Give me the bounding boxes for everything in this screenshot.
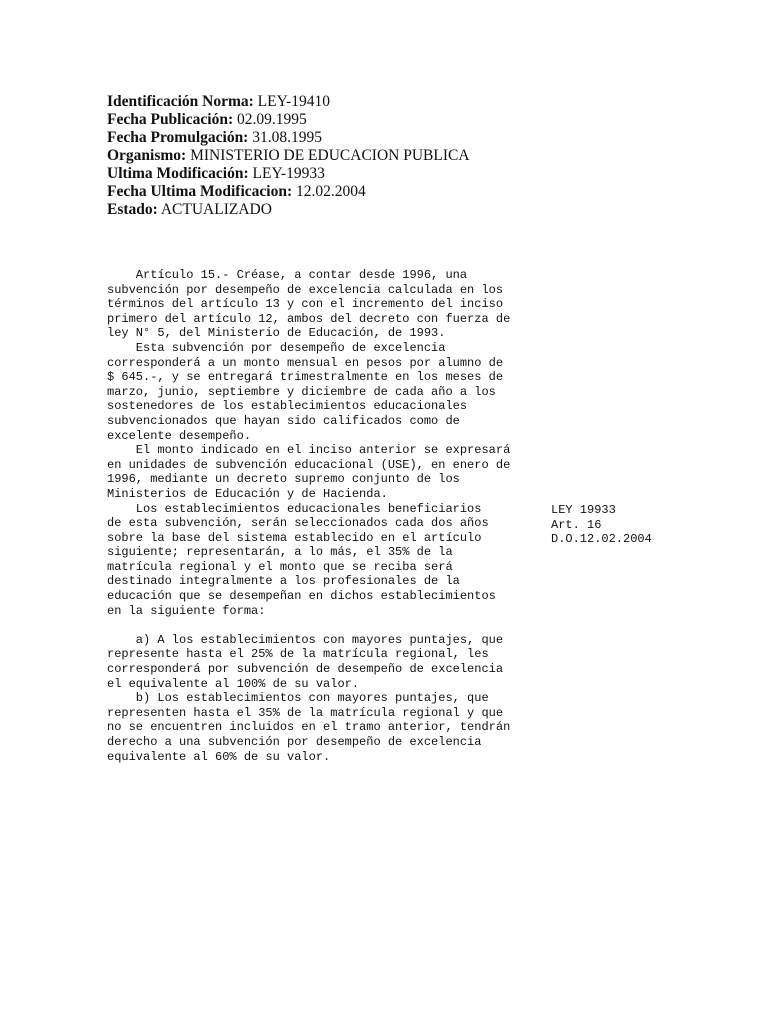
meta-fecha-ultima-modificacion (107, 183, 470, 201)
article-line: derecho a una subvención por desempeño de excelencia (107, 735, 482, 749)
modification-margin-note (551, 503, 652, 547)
article-15-text (107, 268, 510, 764)
article-line: subvencionados que hayan sido calificados como de (107, 413, 460, 428)
article-line: en la siguiente forma: (107, 603, 266, 618)
article-line: b) Los establecimientos con mayores puntajes, que (107, 691, 489, 706)
article-line: de esta subvención, serán seleccionados cada dos años (107, 516, 489, 531)
meta-organismo (107, 147, 470, 165)
article-line: a) A los establecimientos con mayores puntajes, que (107, 632, 504, 647)
meta-identificacion (107, 93, 470, 111)
article-line: sostenedores de los establecimientos educacionales (107, 399, 468, 414)
meta-fecha-publicacion (107, 111, 470, 129)
meta-estado (107, 201, 470, 219)
article-line: represente hasta el 25% de la matrícula regional, les (107, 647, 489, 662)
article-line: matrícula regional y el monto que se reciba será (107, 559, 453, 574)
meta-value: 12.02.2004 (295, 183, 366, 200)
article-line: subvención por desempeño de excelencia calculada en los (107, 282, 504, 297)
meta-label: Fecha Promulgación: (107, 129, 249, 146)
article-line: primero del artículo 12, ambos del decreto con fuerza de (107, 311, 511, 326)
side-note-line: D.O.12.02.2004 (551, 532, 652, 547)
article-line: no se encuentren incluidos en el tramo anterior, tendrán (107, 720, 511, 735)
article-line: el equivalente al 100% de su valor. (107, 676, 360, 691)
article-line: destinado integralmente a los profesionales de la (107, 574, 460, 589)
meta-value: 02.09.1995 (237, 111, 307, 128)
meta-value: ACTUALIZADO (160, 201, 272, 218)
meta-value: MINISTERIO DE EDUCACION PUBLICA (190, 147, 470, 164)
meta-label: Organismo: (107, 147, 187, 164)
article-line: 1996, mediante un decreto supremo conjunto de los (107, 472, 460, 487)
meta-value: LEY-19933 (252, 165, 325, 182)
article-line: Esta subvención por desempeño de excelencia (107, 340, 446, 355)
article-line: marzo, junio, septiembre y diciembre de cada año a los (107, 384, 496, 399)
article-line: excelente desempeño. (107, 428, 252, 443)
side-note-line: LEY 19933 (551, 503, 616, 517)
article-line: educación que se desempeñan en dichos establecimientos (107, 589, 496, 604)
article-line: términos del artículo 13 y con el incremento del inciso (107, 297, 504, 312)
article-line: ley N° 5, del Ministerio de Educación, de 1993. (107, 326, 446, 341)
article-line: en unidades de subvención educacional (USE), en enero de (107, 457, 511, 472)
meta-label: Fecha Ultima Modificacion: (107, 183, 293, 200)
meta-ultima-modificacion (107, 165, 470, 183)
norm-metadata (107, 93, 470, 219)
article-line: corresponderá por subvención de desempeño de excelencia (107, 662, 504, 677)
side-note-line: Art. 16 (551, 517, 602, 532)
article-line: $ 645.-, y se entregará trimestralmente en los meses de (107, 370, 504, 385)
meta-value: 31.08.1995 (252, 129, 322, 146)
meta-value: LEY-19410 (257, 93, 330, 110)
article-line: representen hasta el 35% de la matrícula regional y que (107, 705, 504, 720)
meta-label: Identificación Norma: (107, 93, 254, 110)
meta-fecha-promulgacion (107, 129, 470, 147)
article-line: Artículo 15.- Créase, a contar desde 1996, una (107, 268, 468, 282)
article-line: siguiente; representarán, a lo más, el 35% de la (107, 545, 453, 560)
article-line: Ministerios de Educación y de Hacienda. (107, 486, 388, 501)
article-line: sobre la base del sistema establecido en el artículo (107, 530, 482, 545)
article-line: El monto indicado en el inciso anterior se expresará (107, 443, 511, 458)
article-line: equivalente al 60% de su valor. (107, 749, 331, 764)
meta-label: Ultima Modificación: (107, 165, 249, 182)
meta-label: Estado: (107, 201, 158, 218)
article-line: corresponderá a un monto mensual en pesos por alumno de (107, 355, 504, 370)
meta-label: Fecha Publicación: (107, 111, 234, 128)
article-line: Los establecimientos educacionales beneficiarios (107, 501, 482, 516)
